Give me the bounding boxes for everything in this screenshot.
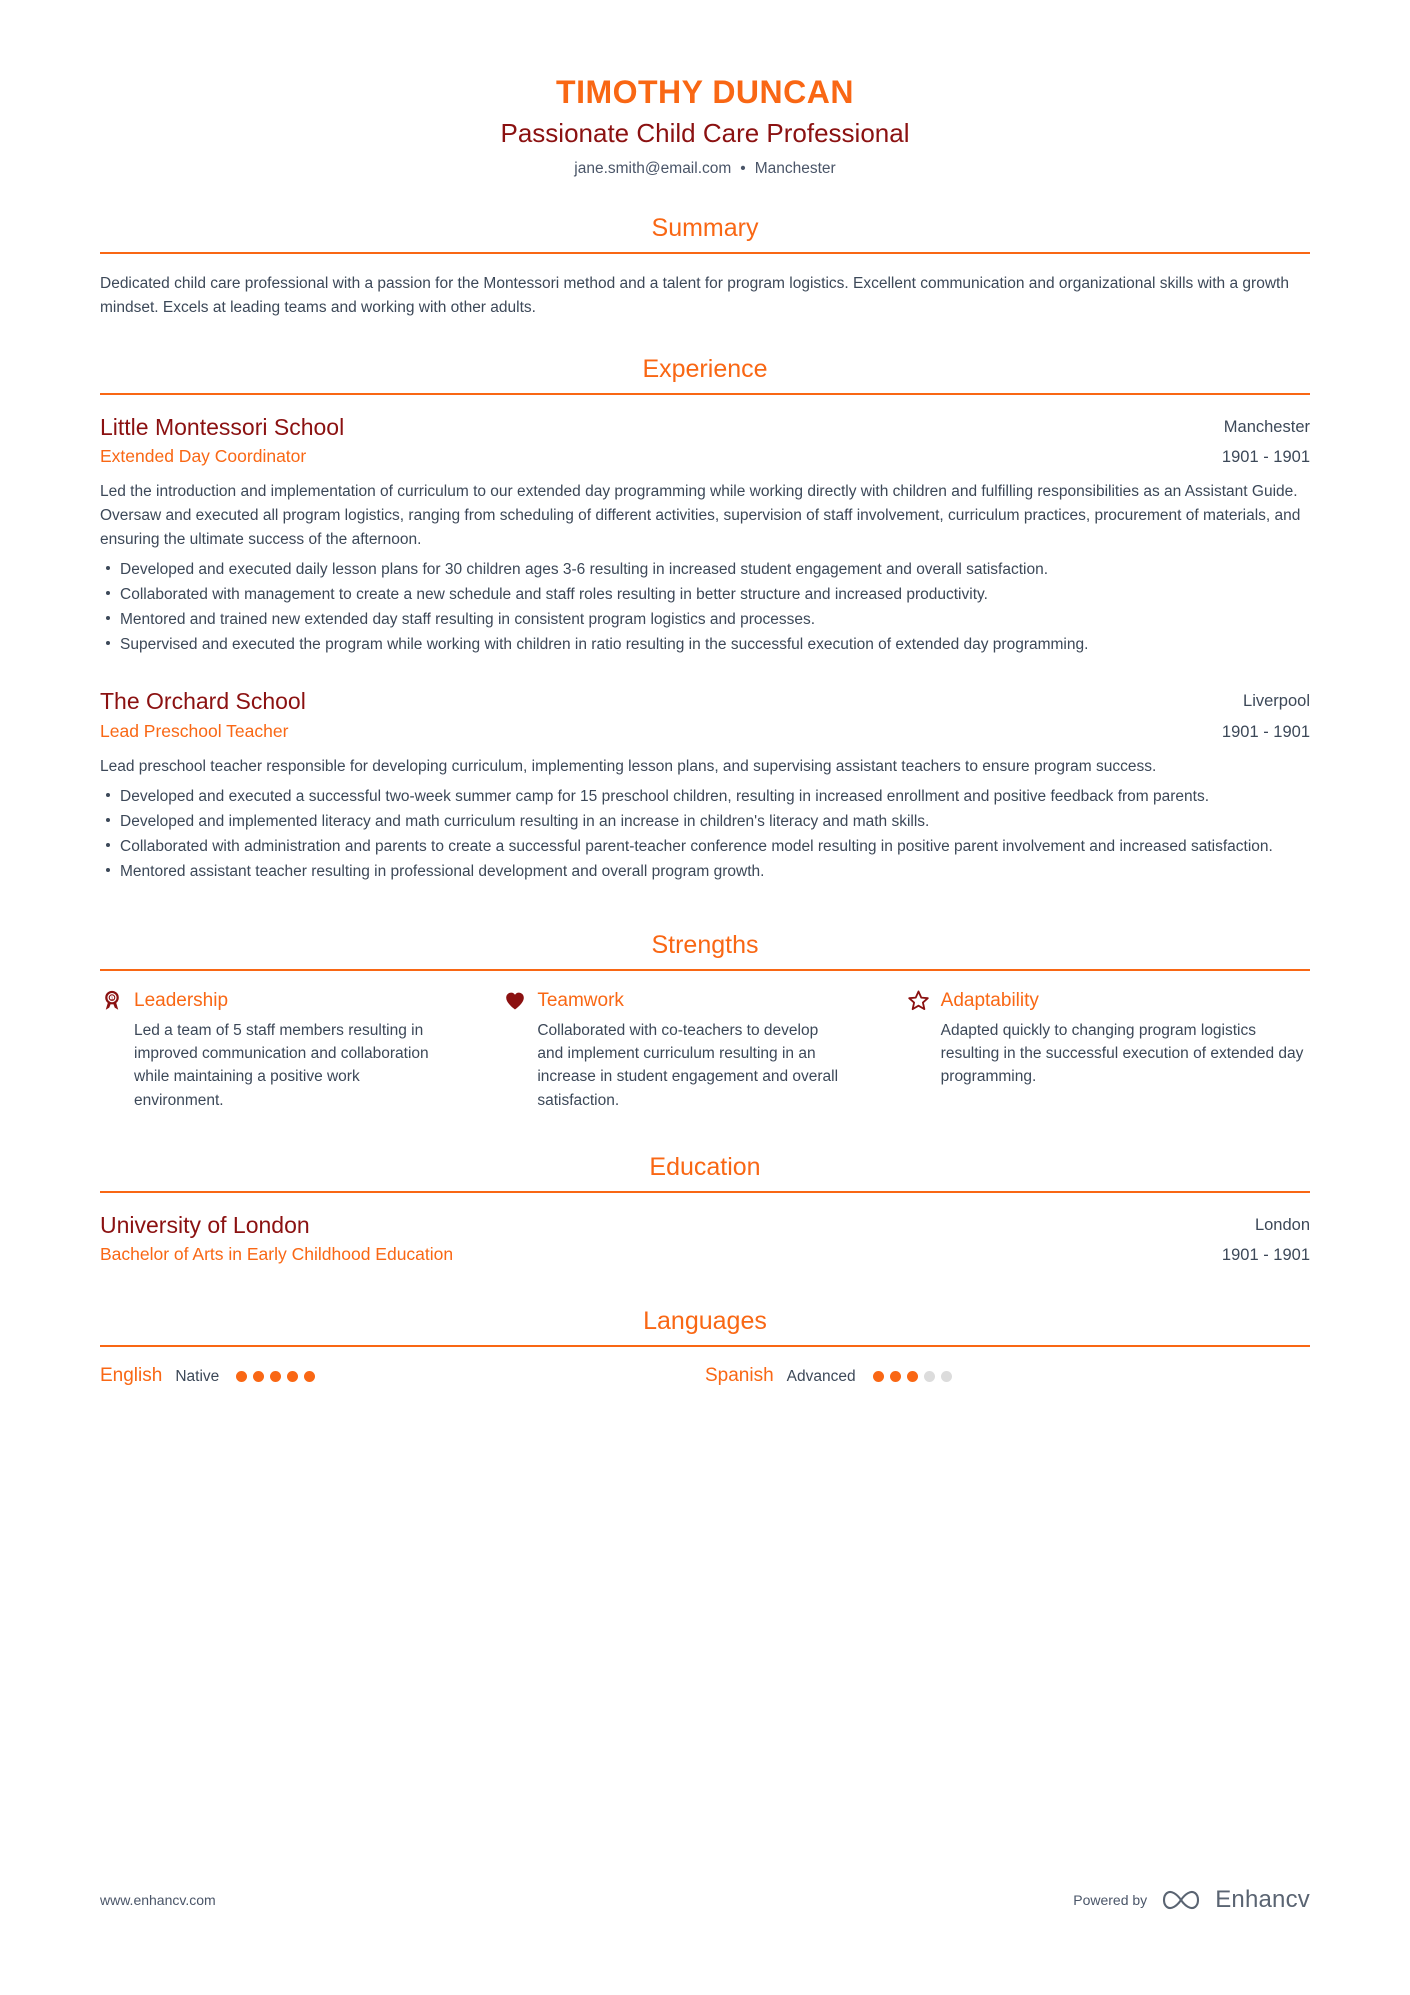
strength-header bbox=[100, 989, 439, 1013]
award-ribbon-icon bbox=[100, 989, 124, 1013]
heart-icon bbox=[503, 989, 527, 1013]
language-rating-dots bbox=[236, 1371, 315, 1382]
section-title-languages: Languages bbox=[643, 1307, 767, 1336]
section-languages bbox=[100, 1306, 1310, 1388]
experience-entry-right bbox=[1198, 413, 1310, 469]
experience-description: Lead preschool teacher responsible for developing curriculum, implementing lesson plans, and supervising assistant teachers to ensure program success. bbox=[100, 757, 1157, 775]
education-dates: 1901 - 1901 bbox=[1221, 1246, 1310, 1265]
experience-bullet: Developed and executed daily lesson plans for 30 children ages 3-6 resulting in increased student engagement and overall satisfaction. bbox=[100, 558, 1310, 582]
rating-dot-filled bbox=[873, 1371, 884, 1382]
enhancv-logo bbox=[1161, 1885, 1310, 1915]
contact-separator: • bbox=[740, 159, 746, 177]
strength-item bbox=[907, 989, 1310, 1112]
experience-bullet: Mentored assistant teacher resulting in professional development and overall program growth. bbox=[100, 860, 1310, 884]
experience-bullet: Supervised and executed the program while working with children in ratio resulting in the successful execution of extended day programming. bbox=[100, 633, 1310, 657]
star-outline-icon bbox=[907, 989, 931, 1013]
experience-entry-header bbox=[100, 687, 1310, 743]
section-title-education: Education bbox=[649, 1152, 761, 1181]
rating-dot-empty bbox=[941, 1371, 952, 1382]
strength-description: Collaborated with co-teachers to develop and implement curriculum resulting in an increase in student engagement and overall satisfaction. bbox=[537, 1021, 839, 1109]
location-text: Manchester bbox=[754, 159, 836, 177]
rating-dot-filled bbox=[304, 1371, 315, 1382]
education-entry-right bbox=[1222, 1211, 1310, 1267]
experience-entry-right bbox=[1198, 687, 1310, 743]
education-degree: Bachelor of Arts in Early Childhood Education bbox=[100, 1244, 454, 1265]
strength-header bbox=[503, 989, 842, 1013]
enhancv-wordmark: Enhancv bbox=[1215, 1886, 1310, 1913]
experience-location: Liverpool bbox=[1243, 692, 1310, 711]
section-divider bbox=[100, 393, 1310, 395]
resume-footer bbox=[100, 1885, 1310, 1915]
experience-role: Lead Preschool Teacher bbox=[100, 720, 289, 741]
section-strengths bbox=[100, 930, 1310, 1112]
experience-entry-left bbox=[100, 687, 1198, 742]
resume-header bbox=[100, 0, 1310, 179]
experience-dates: 1901 - 1901 bbox=[1221, 722, 1310, 741]
experience-bullet: Mentored and trained new extended day staff resulting in consistent program logistics and processes. bbox=[100, 608, 1310, 632]
language-item bbox=[100, 1365, 705, 1388]
full-name: TIMOTHY DUNCAN bbox=[556, 74, 854, 110]
strength-item bbox=[100, 989, 503, 1112]
experience-bullet: Developed and executed a successful two-week summer camp for 15 preschool children, resulting in increased enrollment and positive feedback from parents. bbox=[100, 785, 1310, 809]
section-divider bbox=[100, 1345, 1310, 1347]
experience-dates: 1901 - 1901 bbox=[1221, 447, 1310, 466]
experience-bullet-list bbox=[100, 785, 1310, 884]
language-item bbox=[705, 1365, 1310, 1388]
education-location: London bbox=[1254, 1215, 1310, 1234]
strength-header bbox=[907, 989, 1310, 1013]
section-divider bbox=[100, 969, 1310, 971]
contact-line bbox=[100, 159, 1310, 179]
strength-description: Led a team of 5 staff members resulting in improved communication and collaboration while maintaining a positive work environment. bbox=[134, 1021, 429, 1109]
rating-dot-filled bbox=[253, 1371, 264, 1382]
languages-grid bbox=[100, 1365, 1310, 1388]
rating-dot-filled bbox=[907, 1371, 918, 1382]
experience-entry bbox=[100, 687, 1310, 884]
experience-bullet: Collaborated with administration and parents to create a successful parent-teacher conference model resulting in positive parent involvement and increased satisfaction. bbox=[100, 835, 1310, 859]
language-name: Spanish bbox=[705, 1365, 774, 1387]
enhancv-mark-icon bbox=[1161, 1885, 1207, 1915]
education-entry-left bbox=[100, 1211, 453, 1266]
section-divider bbox=[100, 252, 1310, 254]
strength-description: Adapted quickly to changing program logistics resulting in the successful execution of extended day programming. bbox=[940, 1021, 1304, 1086]
strength-name: Adaptability bbox=[940, 990, 1039, 1012]
experience-organization: Little Montessori School bbox=[100, 413, 345, 440]
rating-dot-filled bbox=[890, 1371, 901, 1382]
headline: Passionate Child Care Professional bbox=[500, 118, 910, 148]
experience-bullet: Collaborated with management to create a new schedule and staff roles resulting in better structure and increased productivity. bbox=[100, 583, 1310, 607]
experience-bullet-list bbox=[100, 558, 1310, 657]
rating-dot-filled bbox=[287, 1371, 298, 1382]
section-title-experience: Experience bbox=[642, 354, 768, 383]
svg-text:1: 1 bbox=[110, 995, 114, 1001]
experience-entry-left bbox=[100, 413, 1198, 468]
strengths-grid bbox=[100, 989, 1310, 1112]
section-summary bbox=[100, 213, 1310, 320]
section-title-strengths: Strengths bbox=[651, 930, 759, 959]
footer-url[interactable]: www.enhancv.com bbox=[100, 1892, 216, 1908]
strength-name: Teamwork bbox=[537, 990, 624, 1012]
section-experience bbox=[100, 354, 1310, 884]
experience-location: Manchester bbox=[1223, 417, 1310, 436]
strength-name: Leadership bbox=[134, 990, 229, 1012]
education-school: University of London bbox=[100, 1211, 310, 1238]
experience-description: Led the introduction and implementation of curriculum to our extended day programming while working directly with children and fulfilling responsibilities as an Assistant Guide. Oversaw and executed all program logistics, ranging from scheduling of different activities, supervision of staff involvement, curriculum practices, procurement of materials, and ensuring the ultimate success of the afternoon. bbox=[100, 483, 1301, 549]
rating-dot-filled bbox=[236, 1371, 247, 1382]
education-entry bbox=[100, 1211, 1310, 1267]
language-level: Native bbox=[175, 1367, 220, 1385]
email-text: jane.smith@email.com bbox=[574, 159, 732, 177]
language-level: Advanced bbox=[786, 1367, 856, 1385]
experience-entry-header bbox=[100, 413, 1310, 469]
language-name: English bbox=[100, 1365, 163, 1387]
section-title-summary: Summary bbox=[651, 213, 759, 242]
powered-by-label: Powered by bbox=[1073, 1892, 1148, 1908]
experience-bullet: Developed and implemented literacy and math curriculum resulting in an increase in children's literacy and math skills. bbox=[100, 810, 1310, 834]
rating-dot-empty bbox=[924, 1371, 935, 1382]
experience-entry bbox=[100, 413, 1310, 658]
experience-organization: The Orchard School bbox=[100, 688, 306, 715]
footer-branding bbox=[1073, 1885, 1310, 1915]
summary-text: Dedicated child care professional with a passion for the Montessori method and a talent for program logistics. Excellent communication and organizational skills with a growth mindset. Excels at leading teams and working with other adults. bbox=[100, 274, 1289, 316]
rating-dot-filled bbox=[270, 1371, 281, 1382]
experience-role: Extended Day Coordinator bbox=[100, 446, 307, 467]
section-education bbox=[100, 1152, 1310, 1267]
strength-item bbox=[503, 989, 906, 1112]
section-divider bbox=[100, 1191, 1310, 1193]
language-rating-dots bbox=[873, 1371, 952, 1382]
